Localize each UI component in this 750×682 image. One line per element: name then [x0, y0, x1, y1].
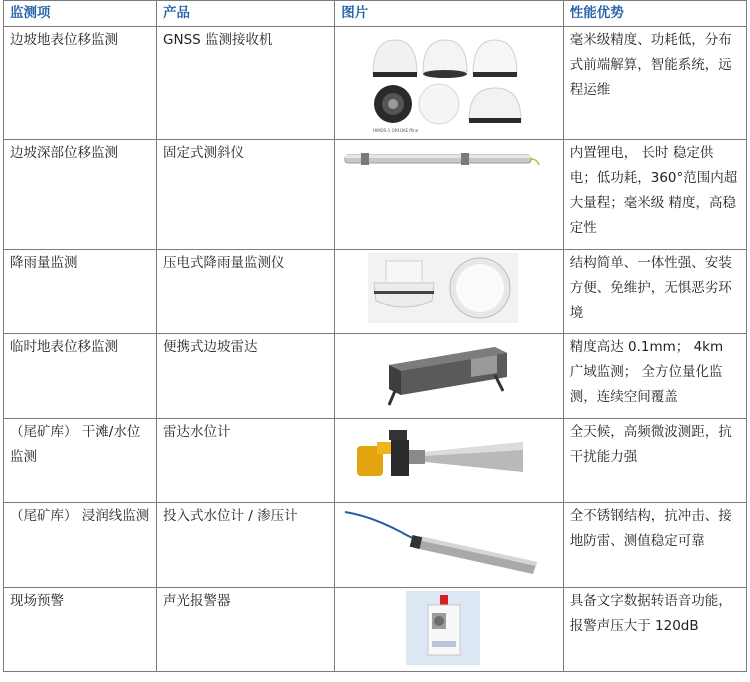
advantage-text: 全天候，高频微波测距，抗干扰能力强 — [563, 419, 746, 503]
advantage-text: 全不锈钢结构，抗冲击、接地防雷、测值稳定可靠 — [563, 503, 746, 588]
product-image-cell — [335, 419, 564, 503]
gnss-receiver-image — [351, 36, 551, 136]
table-header-row — [4, 1, 747, 27]
product-name: 声光报警器 — [157, 588, 335, 672]
product-name: 压电式降雨量监测仪 — [157, 250, 335, 334]
monitor-item: 边坡地表位移监测 — [4, 27, 157, 140]
table-row — [4, 334, 747, 419]
radar-level-meter-image — [341, 424, 541, 492]
advantage-text: 精度高达 0.1mm； 4km 广域监测； 全方位量化监测，连续空间覆盖 — [563, 334, 746, 419]
product-image-cell — [335, 140, 564, 250]
product-name: 便携式边坡雷达 — [157, 334, 335, 419]
table-row — [4, 503, 747, 588]
monitor-item: （尾矿库） 浸润线监测 — [4, 503, 157, 588]
monitor-item: 边坡深部位移监测 — [4, 140, 157, 250]
product-name: 固定式测斜仪 — [157, 140, 335, 250]
gnss-dome — [469, 88, 521, 123]
product-name: GNSS 监测接收机 — [157, 27, 335, 140]
header-image: 图片 — [335, 1, 564, 27]
table-row — [4, 419, 747, 503]
header-item: 监测项 — [4, 1, 157, 27]
product-name: 投入式水位计 / 渗压计 — [157, 503, 335, 588]
monitor-item: 降雨量监测 — [4, 250, 157, 334]
advantage-text: 毫米级精度、功耗低，分布式前端解算，智能系统，远程运维 — [563, 27, 746, 140]
product-image-cell — [335, 588, 564, 672]
monitoring-products-table — [3, 0, 747, 672]
monitor-item: （尾矿库） 干滩/水位监测 — [4, 419, 157, 503]
table-row — [4, 250, 747, 334]
gnss-photo-label: HIMOS-1 OP4OAE ffine — [373, 128, 419, 133]
gnss-dome — [423, 40, 467, 78]
product-image-cell — [335, 334, 564, 419]
table-row — [4, 588, 747, 672]
gnss-dome — [373, 40, 417, 77]
rain-gauge-top — [450, 258, 510, 318]
rain-gauge-image — [343, 253, 543, 323]
table-row — [4, 140, 747, 250]
gnss-top-view — [419, 84, 459, 124]
monitor-item: 现场预警 — [4, 588, 157, 672]
header-product: 产品 — [157, 1, 335, 27]
alarm-image — [343, 591, 543, 665]
table-row — [4, 27, 747, 140]
piezometer-image — [341, 506, 541, 576]
product-image-cell — [335, 503, 564, 588]
product-image-cell — [335, 27, 564, 140]
gnss-bottom-view — [374, 85, 412, 123]
advantage-text: 结构简单、一体性强、安装方便、免维护，无惧恶劣环境 — [563, 250, 746, 334]
inclinometer-image — [341, 145, 541, 175]
advantage-text: 内置锂电， 长时 稳定供电；低功耗，360°范围内超大量程；毫米级 精度，高稳定性 — [563, 140, 746, 250]
advantage-text: 具备文字数据转语音功能，报警声压大于 120dB — [563, 588, 746, 672]
product-name: 雷达水位计 — [157, 419, 335, 503]
header-advantage: 性能优势 — [563, 1, 746, 27]
gnss-dome — [473, 40, 517, 77]
product-image-cell — [335, 250, 564, 334]
slope-radar-image — [345, 339, 545, 407]
monitor-item: 临时地表位移监测 — [4, 334, 157, 419]
